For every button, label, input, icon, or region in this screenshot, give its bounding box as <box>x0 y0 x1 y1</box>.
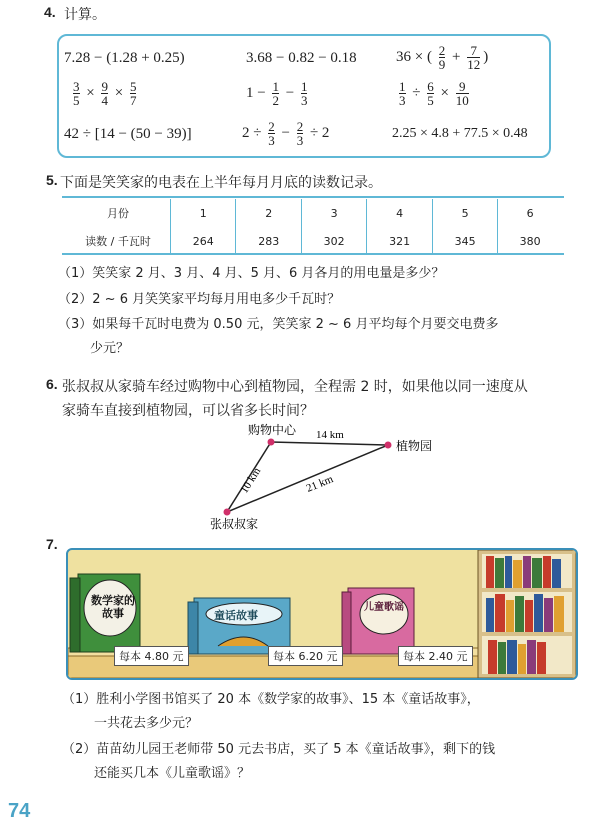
shopping-dot <box>268 439 275 446</box>
q6-line1: 张叔叔从家骑车经过购物中心到植物园，全程需 2 时，如果他以同一速度从 <box>62 379 528 395</box>
q7-bookshelf-illustration <box>66 548 578 680</box>
garden-dot <box>385 442 392 449</box>
book-fairy-title: 童话故事 <box>214 609 258 622</box>
q5-sub3-line1: （3）如果每千瓦时电费为 0.50 元，笑笑家 2 ~ 6 月平均每个月要交电费多 <box>58 317 499 332</box>
table-cell: 345 <box>432 227 497 255</box>
table-cell: 321 <box>367 227 432 255</box>
q4-r3-b: 2 ÷ $\frac{2}{3}$ − $\frac{2}{3}$ ÷ 2 <box>242 119 330 148</box>
q6-number: 6. <box>46 376 58 392</box>
q4-title: 计算。 <box>64 7 106 23</box>
q7-sub1-line2: 一共花去多少元？ <box>94 716 199 731</box>
q7-number: 7. <box>46 536 58 552</box>
q7-sub2-line1: （2）苗苗幼儿园王老师带 50 元去书店，买了 5 本《童话故事》，剩下的钱 <box>62 742 496 757</box>
q4-r1-a: 7.28 − (1.28 + 0.25) <box>64 50 185 66</box>
label-dist-bottom: 21 km <box>304 473 335 495</box>
label-shopping: 购物中心 <box>248 423 297 437</box>
label-home: 张叔叔家 <box>210 517 259 531</box>
q5-sub2: （2）2 ~ 6 月笑笑家平均每月用电多少千瓦时？ <box>58 292 341 307</box>
table-cell: 6 <box>498 199 562 227</box>
q7-sub1-line1: （1）胜利小学图书馆买了 20 本《数学家的故事》、15 本《童话故事》， <box>62 692 480 707</box>
page-number: 74 <box>8 800 31 822</box>
book-song-title: 儿童歌谣 <box>364 602 404 613</box>
q6-route-diagram <box>190 420 450 532</box>
table-row <box>66 199 562 227</box>
q4-r3-a: 42 ÷ [14 − (50 − 39)] <box>64 126 192 142</box>
table-cell: 4 <box>367 199 432 227</box>
table-cell: 264 <box>171 227 236 255</box>
q4-r2-a: $\frac{3}{5}$ × $\frac{9}{4}$ × $\frac{5}{7}$ <box>73 79 137 108</box>
q4-r3-c: 2.25 × 4.8 + 77.5 × 0.48 <box>392 126 528 141</box>
q6-line2: 家骑车直接到植物园，可以省多长时间？ <box>62 403 314 419</box>
table-cell: 3 <box>301 199 366 227</box>
q5-table <box>66 199 562 255</box>
q5-number: 5. <box>46 172 58 188</box>
book-math-title: 数学家的故事 <box>91 594 135 620</box>
q5-sub1: （1）笑笑家 2 月、3 月、4 月、5 月、6 月各月的用电量是多少？ <box>58 266 445 281</box>
table-header-month: 月份 <box>107 207 129 220</box>
q4-r2-c: $\frac{1}{3}$ ÷ $\frac{6}{5}$ × $\frac{9}{10}$ <box>399 79 469 108</box>
table-cell: 1 <box>171 199 236 227</box>
table-cell: 2 <box>236 199 301 227</box>
q5-text: 下面是笑笑家的电表在上半年每月月底的读数记录。 <box>60 175 382 191</box>
q4-r1-b: 3.68 − 0.82 − 0.18 <box>246 50 357 66</box>
price-tag-songs: 每本 2.40 元 <box>398 646 473 666</box>
table-cell: 283 <box>236 227 301 255</box>
table-cell: 380 <box>498 227 562 255</box>
q4-r2-b: 1 − $\frac{1}{2}$ − $\frac{1}{3}$ <box>246 79 308 108</box>
table-cell: 302 <box>301 227 366 255</box>
table-row <box>66 227 562 255</box>
label-garden: 植物园 <box>396 439 433 453</box>
label-dist-left: 10 km <box>238 465 264 496</box>
q4-number: 4. <box>44 4 56 20</box>
q7-sub2-line2: 还能买几本《儿童歌谣》？ <box>94 766 251 781</box>
q5-sub3-line2: 少元？ <box>90 341 130 356</box>
label-dist-top: 14 km <box>316 429 344 441</box>
price-tag-fairy: 每本 6.20 元 <box>268 646 343 666</box>
price-tag-math: 每本 4.80 元 <box>114 646 189 666</box>
table-cell: 5 <box>432 199 497 227</box>
segment-top <box>271 442 388 445</box>
home-dot <box>224 509 231 516</box>
q4-r1-c: 36 × ( $\frac{2}{9}$ + $\frac{7}{12}$ ) <box>396 43 489 72</box>
table-header-reading: 读数 / 千瓦时 <box>85 235 151 248</box>
